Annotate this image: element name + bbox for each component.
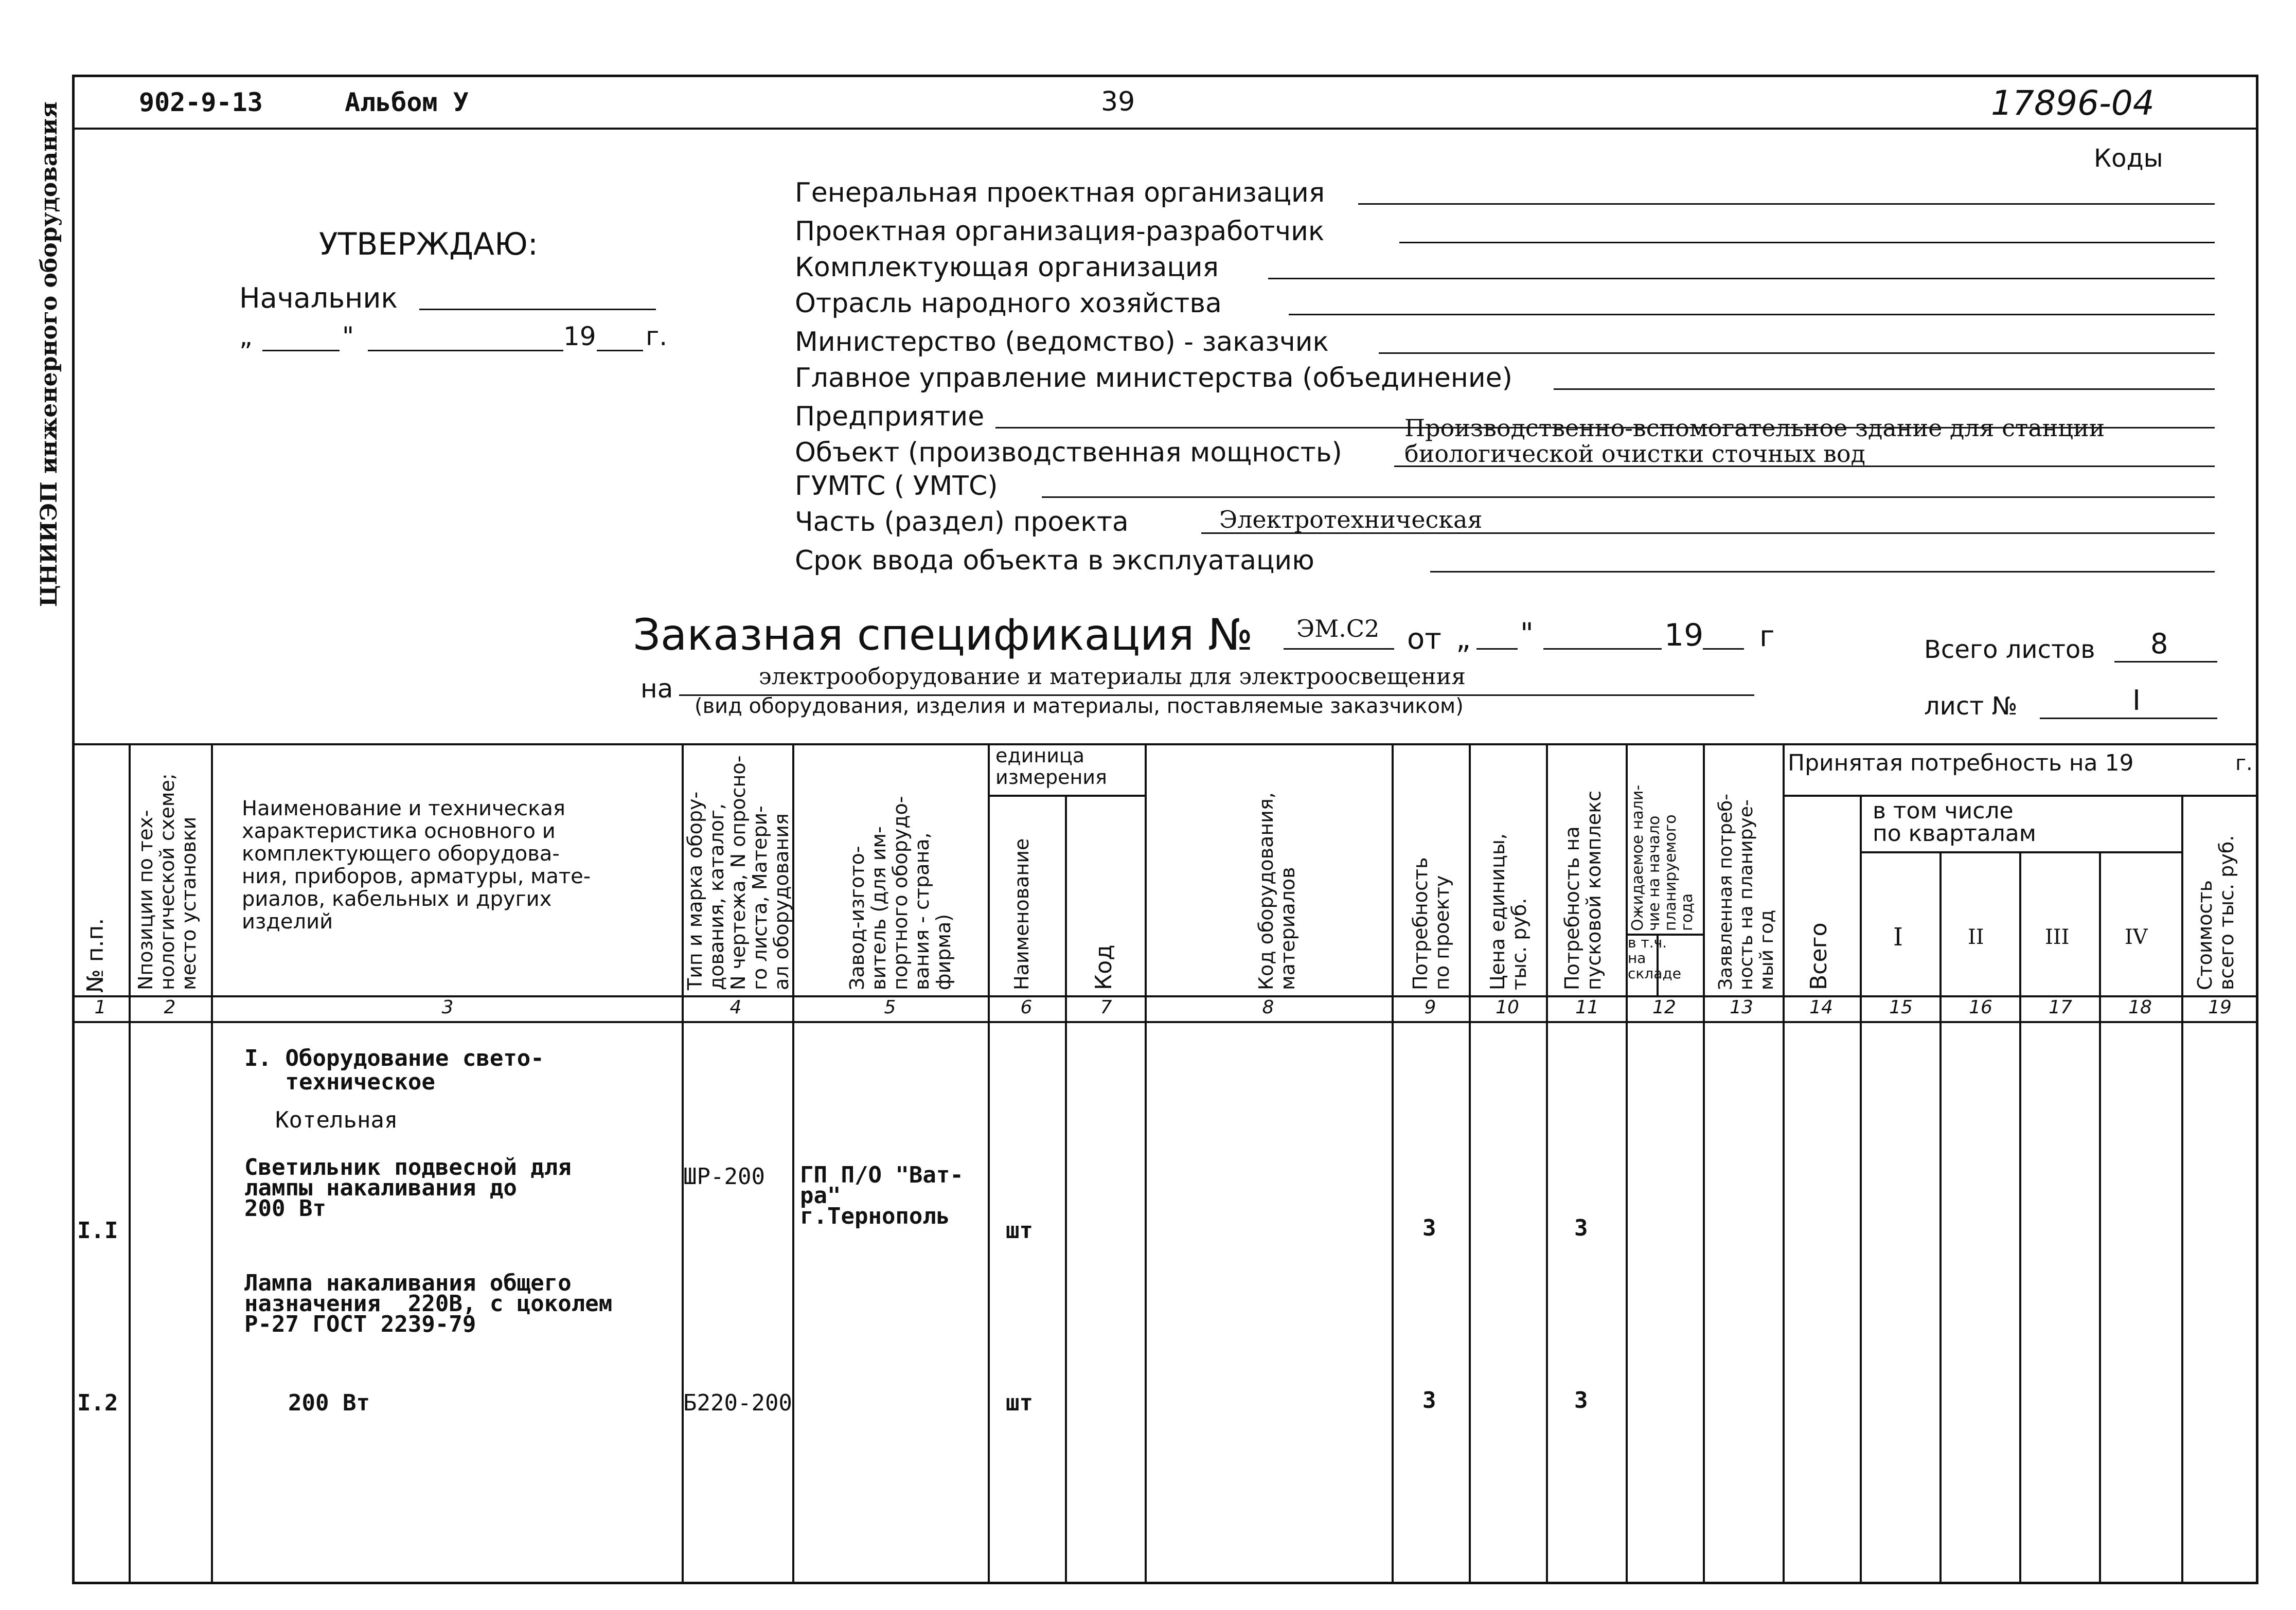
hdr-maker: Завод-изгото- витель (для им- портного оборудо- вания - страна, фирма)	[846, 796, 955, 990]
row1-name: Светильник подвесной для лампы накаливания до 200 Вт	[244, 1154, 572, 1222]
hdr-total: Всего	[1806, 922, 1832, 990]
field-supply-org-label: Комплектующая организация	[795, 252, 1219, 283]
hdr-accepted-suffix: г.	[2235, 752, 2253, 775]
field-enterprise-line	[995, 427, 2215, 428]
colnum-1: 1	[94, 997, 106, 1018]
row1-num: I.I	[77, 1218, 118, 1244]
row2-num: I.2	[77, 1390, 118, 1416]
field-ministry-label: Министерство (ведомство) - заказчик	[795, 327, 1329, 357]
hdr-price: Цена единицы, тыс. руб.	[1486, 833, 1530, 990]
hdr-expected: Ожидаемое нали- чие на начало планируемого года	[1629, 784, 1696, 931]
field-design-org-label: Проектная организация-разработчик	[795, 216, 1325, 247]
sheet-value: I	[2132, 684, 2141, 717]
colnum-18: 18	[2128, 997, 2152, 1018]
field-enterprise-value: Производственно-вспомогательное здание для станции	[1404, 414, 2105, 442]
field-main-dept-label: Главное управление министерства (объединение)	[795, 363, 1512, 393]
col-line-9	[1469, 743, 1471, 1584]
field-gumts-line	[1042, 496, 2215, 498]
col-line-6	[1065, 795, 1067, 1584]
colnum-12: 12	[1652, 997, 1676, 1018]
field-part-label: Часть (раздел) проекта	[795, 507, 1129, 538]
row2-need: 3	[1422, 1387, 1436, 1414]
table-header-bottom-line	[72, 995, 2258, 997]
field-enterprise-label: Предприятие	[795, 401, 985, 432]
spec-year-line	[1703, 648, 1744, 650]
accepted-group-line	[1783, 795, 2258, 797]
spec-year-suffix: г	[1759, 620, 1775, 653]
colnum-4: 4	[729, 997, 742, 1018]
row1-need: 3	[1422, 1215, 1436, 1241]
hdr-name: Наименование и техническая характеристика основного и комплектующего оборудова- ния, приборов, арматуры, мате- риалов, кабельных и других изделий	[242, 797, 591, 934]
colnum-6: 6	[1020, 997, 1033, 1018]
col-line-10	[1546, 743, 1548, 1584]
date-day-line	[262, 350, 340, 351]
sheet-label: лист №	[1924, 692, 2018, 721]
date-month-line	[368, 350, 563, 351]
project-code: 902-9-13	[139, 87, 263, 117]
spec-month-line	[1543, 648, 1662, 650]
col-line-13	[1783, 743, 1785, 1584]
side-organization-label: ЦНИИЭП инженерного оборудования	[36, 101, 62, 607]
field-main-dept-line	[1554, 388, 2215, 390]
row2-unit: шт	[1006, 1390, 1033, 1416]
field-general-org-label: Генеральная проектная организация	[795, 177, 1325, 208]
hdr-q4: IV	[2125, 925, 2148, 949]
col-line-5	[988, 743, 990, 1584]
total-sheets-value: 8	[2150, 628, 2168, 660]
hdr-unit-name: Наименование	[1010, 838, 1033, 990]
field-object-value: биологической очистки сточных вод	[1404, 440, 1865, 468]
hdr-accepted: Принятая потребность на 19	[1788, 750, 2134, 776]
colnum-15: 15	[1889, 997, 1913, 1018]
table-top-line	[72, 743, 2258, 745]
row1-maker: ГП П/О "Ват- ра" г.Тернополь	[800, 1162, 964, 1229]
col-line-2	[211, 743, 213, 1584]
col-line-12	[1703, 743, 1705, 1584]
header-divider	[72, 128, 2258, 130]
colnum-11: 11	[1575, 997, 1599, 1018]
subsection-title: Котельная	[275, 1107, 398, 1133]
colnum-7: 7	[1100, 997, 1112, 1018]
spec-number-line	[1284, 648, 1394, 650]
section-title: I. Оборудование свето- техническое	[244, 1045, 544, 1095]
date-quote: "	[342, 321, 354, 351]
approve-year: 19	[563, 321, 596, 351]
row1-type: ШР-200	[683, 1164, 765, 1190]
row1-launch: 3	[1574, 1215, 1588, 1241]
field-object-line	[1394, 466, 2215, 467]
colnum-16: 16	[1969, 997, 1992, 1018]
spec-day-line	[1476, 648, 1518, 650]
colnum-2: 2	[164, 997, 176, 1018]
chief-label: Начальник	[239, 282, 398, 314]
field-branch-line	[1289, 314, 2215, 315]
colnum-13: 13	[1730, 997, 1753, 1018]
field-part-line	[1201, 532, 2215, 534]
colnum-3: 3	[441, 997, 454, 1018]
spec-title: Заказная спецификация №	[633, 610, 1253, 660]
hdr-position: Nпозиции по тех- нологической схеме; место установки	[134, 773, 200, 990]
sheet-line	[2040, 718, 2217, 719]
spec-subject-hint: (вид оборудования, изделия и материалы, поставляемые заказчиком)	[695, 694, 1464, 718]
col-line-16	[2019, 851, 2021, 1584]
colnum-8: 8	[1262, 997, 1274, 1018]
hdr-unit-group: единица измерения	[995, 744, 1107, 789]
hdr-q1: I	[1893, 923, 1903, 952]
hdr-need: Потребность по проекту	[1409, 857, 1453, 990]
spec-quote-close: "	[1520, 617, 1534, 651]
col-line-15	[1939, 851, 1942, 1584]
row2-type: Б220-200	[683, 1390, 792, 1416]
hdr-stock: в т.ч. на складе	[1628, 934, 1681, 982]
approve-year-suffix: г.	[646, 321, 668, 351]
chief-signature-line	[419, 309, 656, 310]
field-ministry-line	[1379, 352, 2215, 354]
row2-name: 200 Вт	[288, 1390, 370, 1416]
field-general-org-line	[1358, 203, 2215, 205]
field-branch-label: Отрасль народного хозяйства	[795, 288, 1222, 319]
row2-description: Лампа накаливания общего назначения 220В, с цоколем Р-27 ГОСТ 2239-79	[244, 1270, 613, 1337]
document-number: 17896-04	[1991, 83, 2155, 123]
field-deadline-label: Срок ввода объекта в эксплуатацию	[795, 545, 1314, 576]
total-sheets-line	[2114, 661, 2217, 663]
col-line-8	[1392, 743, 1394, 1584]
hdr-unit-code: Код	[1091, 944, 1117, 990]
hdr-q2: II	[1968, 925, 1984, 949]
field-object-label: Объект (производственная мощность)	[795, 437, 1342, 468]
date-year-line	[597, 350, 643, 351]
col-line-7	[1145, 743, 1147, 1584]
spec-year: 19	[1664, 617, 1704, 653]
album-label: Альбом У	[345, 87, 469, 117]
field-supply-org-line	[1268, 278, 2215, 279]
hdr-launch: Потребность на пусковой комплекс	[1561, 790, 1605, 990]
spec-number: ЭМ.С2	[1296, 615, 1380, 642]
colnum-9: 9	[1424, 997, 1436, 1018]
hdr-type: Тип и марка обору- дования, каталог, N чертежа, N опросно- го листа, Матери- ал оборудования	[684, 755, 793, 990]
field-gumts-label: ГУМТС ( УМТС)	[795, 471, 998, 502]
hdr-num: № п.п.	[82, 918, 109, 993]
spec-subject: электрооборудование и материалы для электроосвещения	[759, 664, 1466, 690]
hdr-cost: Стоимость всего тыс. руб.	[2194, 835, 2238, 990]
colnum-14: 14	[1809, 997, 1833, 1018]
hdr-declared: Заявленная потреб- ность на планируе- мый год	[1715, 793, 1777, 990]
row2-launch: 3	[1574, 1387, 1588, 1414]
hdr-equipment-code: Код оборудования, материалов	[1255, 792, 1299, 990]
spec-from: от	[1407, 622, 1441, 656]
col-line-18	[2181, 795, 2183, 1584]
hdr-q3: III	[2045, 925, 2070, 949]
col-line-1	[129, 743, 131, 1584]
spec-quote-open: „	[1456, 622, 1471, 656]
colnum-19: 19	[2208, 997, 2232, 1018]
row1-unit: шт	[1006, 1218, 1033, 1244]
table-colnum-bottom-line	[72, 1021, 2258, 1023]
hdr-quarters: в том числе по кварталам	[1873, 798, 2036, 847]
total-sheets-label: Всего листов	[1924, 635, 2095, 664]
date-prefix: „	[239, 321, 253, 351]
codes-label: Коды	[2094, 144, 2163, 173]
colnum-5: 5	[884, 997, 896, 1018]
col-line-11	[1626, 743, 1628, 1584]
field-part-value: Электротехническая	[1219, 506, 1483, 533]
page-number: 39	[1101, 86, 1135, 117]
spec-na-label: на	[640, 674, 673, 704]
colnum-17: 17	[2049, 997, 2072, 1018]
field-deadline-line	[1430, 571, 2215, 573]
field-design-org-line	[1399, 242, 2215, 243]
col-line-14	[1860, 795, 1862, 1584]
approve-title: УТВЕРЖДАЮ:	[319, 226, 539, 262]
colnum-10: 10	[1496, 997, 1519, 1018]
col-line-17	[2099, 851, 2101, 1584]
